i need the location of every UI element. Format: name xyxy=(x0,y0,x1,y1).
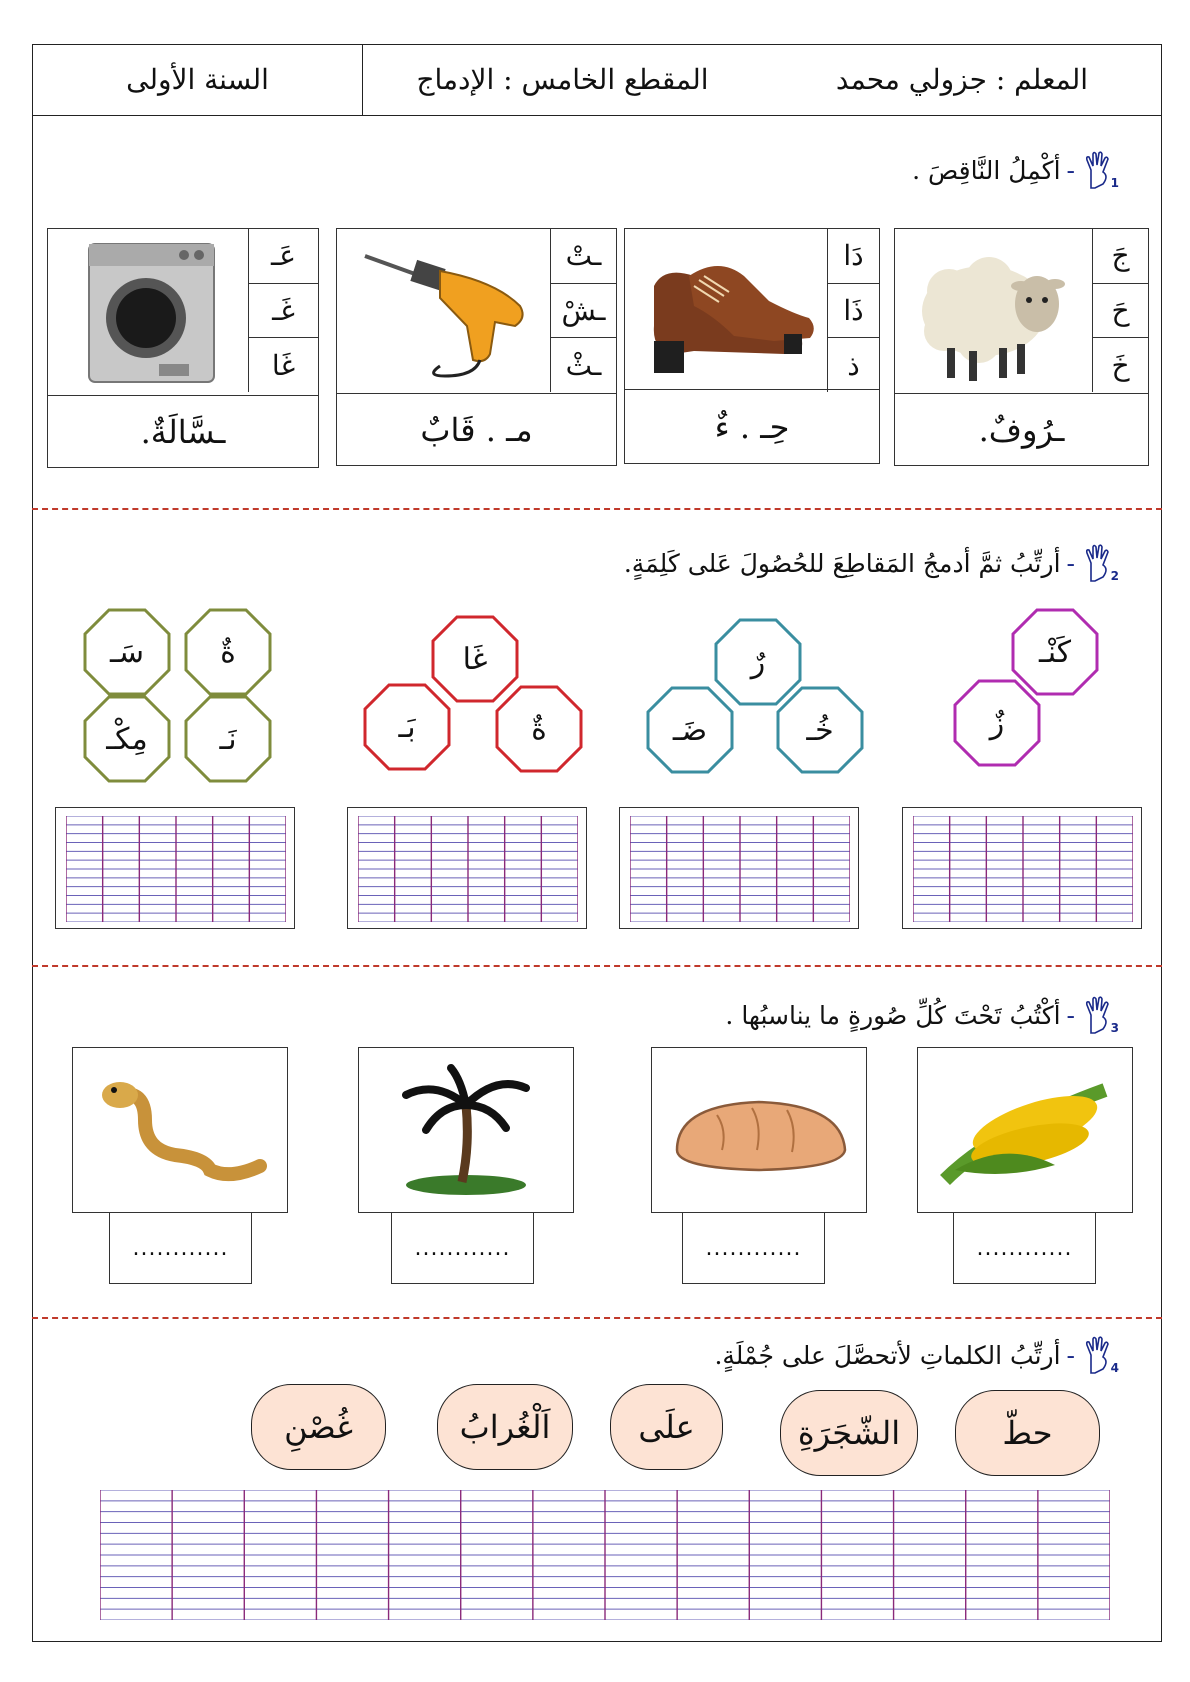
letter-option[interactable]: حَ xyxy=(1093,284,1148,339)
card-drill xyxy=(336,228,617,466)
syllable: بَـ xyxy=(398,709,416,745)
shoes-picture xyxy=(625,229,827,392)
syllable: خُـ xyxy=(806,712,834,748)
ex1-instruction: أكْمِلُ النَّاقِصَ . xyxy=(912,155,1061,185)
writing-grid[interactable] xyxy=(55,807,295,929)
syllable: زٌ xyxy=(989,705,1005,741)
syllable-octagon[interactable] xyxy=(183,694,273,784)
header xyxy=(32,44,1162,116)
syllable: ةٌ xyxy=(531,711,547,747)
writing-grid[interactable] xyxy=(902,807,1142,929)
letter-option[interactable]: غَا xyxy=(271,348,296,382)
syllable: سَـ xyxy=(110,634,144,670)
letter-option[interactable]: ذَا xyxy=(828,284,879,339)
word-card[interactable]: الشّجَرَةِ xyxy=(780,1390,918,1476)
writing-grid[interactable] xyxy=(347,807,587,929)
letter-options xyxy=(1092,229,1148,392)
card-sheep xyxy=(894,228,1149,466)
incomplete-word: ـرُوفٌ. xyxy=(895,393,1148,465)
section-divider xyxy=(32,965,1162,967)
letter-option[interactable]: جَ xyxy=(1093,229,1148,284)
exercise-number: 2 xyxy=(1110,569,1119,583)
answer-box[interactable]: ............ xyxy=(682,1212,825,1284)
letter-options xyxy=(827,229,879,392)
letter-option[interactable]: ـشْ xyxy=(551,284,616,339)
ex3-instruction: أكْتُبُ تَحْتَ كُلِّ صُورةٍ ما يناسبُها . xyxy=(725,1000,1061,1030)
exercise-number: 4 xyxy=(1110,1361,1119,1375)
sentence-writing-grid[interactable] xyxy=(100,1490,1110,1624)
unit-title: المقطع الخامس : الإدماج xyxy=(362,44,762,115)
syllable-octagon[interactable] xyxy=(645,685,735,775)
ex1-instruction-row xyxy=(912,150,1119,190)
writing-grid[interactable] xyxy=(619,807,859,929)
syllable: كَنْـ xyxy=(1038,634,1072,670)
syllable-octagon[interactable] xyxy=(82,607,172,697)
syllable: ةٌ xyxy=(220,634,236,670)
bread-picture xyxy=(651,1047,867,1213)
incomplete-word: ـسَّالَةٌ. xyxy=(48,395,318,467)
dash-mark: - xyxy=(1066,1340,1075,1370)
syllable-octagon[interactable] xyxy=(183,607,273,697)
dash-mark: - xyxy=(1066,155,1075,185)
washing-machine-picture xyxy=(48,229,250,392)
hand-number-icon xyxy=(1081,995,1119,1035)
syllable-octagon[interactable] xyxy=(775,685,865,775)
syllable-octagon[interactable] xyxy=(82,694,172,784)
card-washing-machine xyxy=(47,228,319,468)
letter-option[interactable]: خَ xyxy=(1111,348,1130,382)
word-card[interactable]: حطّ xyxy=(955,1390,1100,1476)
sheep-picture xyxy=(895,229,1092,392)
syllable-octagon[interactable] xyxy=(494,684,584,774)
letter-options xyxy=(550,229,616,392)
corn-picture xyxy=(917,1047,1133,1213)
syllable-octagon[interactable] xyxy=(362,682,452,772)
exercise-number: 1 xyxy=(1110,176,1119,190)
syllable: غَا xyxy=(462,641,488,677)
snake-picture xyxy=(72,1047,288,1213)
syllable: نَـ xyxy=(219,721,237,757)
drill-picture xyxy=(337,229,552,392)
teacher-name: المعلم : جزولي محمد xyxy=(835,63,1089,96)
letter-option[interactable]: دَا xyxy=(828,229,879,284)
hand-number-icon xyxy=(1081,543,1119,583)
section-divider xyxy=(32,1317,1162,1319)
letter-option[interactable]: عَـ xyxy=(249,229,318,284)
answer-box[interactable]: ............ xyxy=(953,1212,1096,1284)
syllable: رٌ xyxy=(750,644,766,680)
syllable-octagon[interactable] xyxy=(952,678,1042,768)
ex4-instruction-row xyxy=(714,1335,1119,1375)
palm-tree-picture xyxy=(358,1047,574,1213)
dash-mark: - xyxy=(1066,548,1075,578)
school-year: السنة الأولى xyxy=(32,44,362,115)
ex2-instruction: أرتِّبُ ثمَّ أدمجُ المَقاطِعَ للحُصُولَ عَلى كَلِمَةٍ. xyxy=(623,548,1061,578)
section-divider xyxy=(32,508,1162,510)
hand-number-icon xyxy=(1081,150,1119,190)
letter-option[interactable]: ـتْ xyxy=(551,229,616,284)
dash-mark: - xyxy=(1066,1000,1075,1030)
exercise-number: 3 xyxy=(1110,1021,1119,1035)
incomplete-word: حِـ . ءٌ xyxy=(625,389,879,463)
letter-option[interactable]: ـثْ xyxy=(565,348,602,382)
word-card[interactable]: علَى xyxy=(610,1384,723,1470)
syllable: مِكْـ xyxy=(106,721,148,757)
ex2-instruction-row xyxy=(623,543,1119,583)
ex3-instruction-row xyxy=(725,995,1119,1035)
letter-options xyxy=(248,229,318,392)
hand-number-icon xyxy=(1081,1335,1119,1375)
incomplete-word: مـ . قَابٌ xyxy=(337,393,616,465)
card-shoes xyxy=(624,228,880,464)
word-card[interactable]: اَلْغُرابُ xyxy=(437,1384,573,1470)
answer-box[interactable]: ............ xyxy=(391,1212,534,1284)
ex4-instruction: أرتِّبُ الكلماتِ لأتحصَّلَ على جُمْلَةٍ. xyxy=(714,1340,1061,1370)
syllable: ضَـ xyxy=(672,712,708,748)
answer-box[interactable]: ............ xyxy=(109,1212,252,1284)
letter-option[interactable]: ذ xyxy=(847,348,860,382)
word-card[interactable]: غُصْنِ xyxy=(251,1384,386,1470)
letter-option[interactable]: غَـ xyxy=(249,284,318,339)
